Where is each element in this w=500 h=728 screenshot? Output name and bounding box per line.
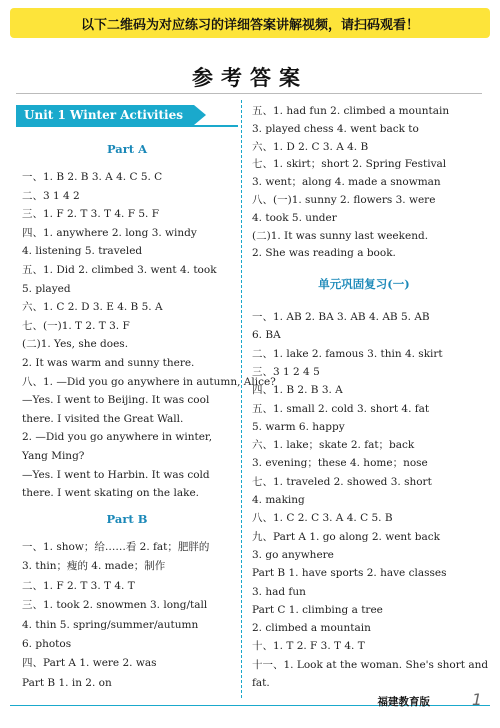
answer-line: there. I went skating on the lake. [22,487,200,500]
answer-line: Part C 1. climbing a tree [252,603,383,616]
answer-line: (二)1. Yes, she does. [22,338,129,351]
answer-line: 八、1. —Did you go anywhere in autumn, Alice? [22,375,276,388]
answer-line: Yang Ming? [22,450,85,462]
answer-line: 2. climbed a mountain [252,622,371,635]
answer-line: 一、1. AB 2. BA 3. AB 4. AB 5. AB [252,311,430,323]
answer-line: 五、1. small 2. cold 3. short 4. fat [252,402,430,415]
answer-line: 八、(一)1. sunny 2. flowers 3. were [252,194,436,206]
answer-line: fat. [252,677,270,689]
review-title: 单元巩固复习(一) [318,277,410,291]
answer-line: 2. —Did you go anywhere in winter, [22,431,213,444]
column-divider [241,100,242,698]
answer-line: 6. photos [22,638,72,650]
part-a-title: Part A [106,142,148,156]
answer-line: 4. making [252,494,305,506]
answer-line: 4. took 5. under [252,211,337,224]
answer-line: 2. It was warm and sunny there. [22,357,195,369]
answer-line: 三、1. F 2. T 3. T 4. F 5. F [22,208,159,221]
answer-line: 二、1. lake 2. famous 3. thin 4. skirt [252,347,443,360]
answer-line: 五、1. Did 2. climbed 3. went 4. took [22,264,217,276]
answer-line: Part B 1. in 2. on [22,676,112,689]
answer-line: 6. BA [252,329,281,342]
answer-line: 六、1. lake；skate 2. fat；back [252,439,415,452]
answer-line: 一、1. B 2. B 3. A 4. C 5. C [22,171,163,183]
answer-line: —Yes. I went to Beijing. It was cool [22,394,210,407]
answer-line: 一、1. show；给……看 2. fat；肥胖的 [22,541,210,553]
answer-line: 九、Part A 1. go along 2. went back [252,530,440,543]
answer-line: 六、1. D 2. C 3. A 4. B [252,140,369,153]
title-divider [16,93,482,94]
answer-line: 3. played chess 4. went back to [252,122,419,135]
answer-line: 4. listening 5. traveled [22,245,143,258]
answer-line: 3. thin；瘦的 4. made；制作 [22,560,166,573]
answer-line: —Yes. I went to Harbin. It was cold [22,468,210,481]
banner-text: 以下二维码为对应练习的详细答案讲解视频，请扫码观看！ [80,18,419,33]
answer-line: 3. evening；these 4. home；nose [252,457,428,470]
answer-line: 六、1. C 2. D 3. E 4. B 5. A [22,301,163,314]
answer-line: 3. had fun [252,585,306,598]
qr-instruction-banner [10,8,490,38]
answer-line: 二、1. F 2. T 3. T 4. T [22,579,135,592]
answer-line: 2. She was reading a book. [252,247,396,260]
answer-line: 八、1. C 2. C 3. A 4. C 5. B [252,512,393,525]
answer-line: 三、1. took 2. snowmen 3. long/tall [22,599,208,612]
page-title: 参考答案 [192,66,308,90]
unit-title: Unit 1 Winter Activities [24,108,183,122]
unit-title-tab [16,105,194,125]
answer-line: 5. warm 6. happy [252,420,345,433]
answer-line: 4. thin 5. spring/summer/autumn [22,618,199,631]
publisher-label: 福建教育版 [377,696,430,708]
page-number: 1 [471,690,482,709]
answer-line: 三、3 1 2 4 5 [252,365,320,378]
answer-line: 5. played [22,282,71,295]
answer-line: 七、1. traveled 2. showed 3. short [252,475,432,488]
part-b-title: Part B [106,512,148,526]
answer-line: 二、3 1 4 2 [22,189,80,202]
answer-line: 四、1. B 2. B 3. A [252,384,343,397]
answer-line: there. I visited the Great Wall. [22,412,184,425]
answer-line: 3. go anywhere [252,548,334,561]
answer-line: 七、1. skirt；short 2. Spring Festival [252,158,447,171]
unit-underline [16,125,238,127]
answer-line: 十、1. T 2. F 3. T 4. T [252,640,365,653]
answer-line: 3. went；along 4. made a snowman [252,176,441,189]
answer-line: 五、1. had fun 2. climbed a mountain [252,105,450,117]
answer-line: 四、Part A 1. were 2. was [22,657,157,670]
answer-line: Part B 1. have sports 2. have classes [252,567,447,580]
answer-line: 四、1. anywhere 2. long 3. windy [22,226,197,239]
answer-line: 十一、1. Look at the woman. She's short and [252,658,489,671]
answer-line: (二)1. It was sunny last weekend. [252,229,429,242]
answer-line: 七、(一)1. T 2. T 3. F [22,319,130,332]
